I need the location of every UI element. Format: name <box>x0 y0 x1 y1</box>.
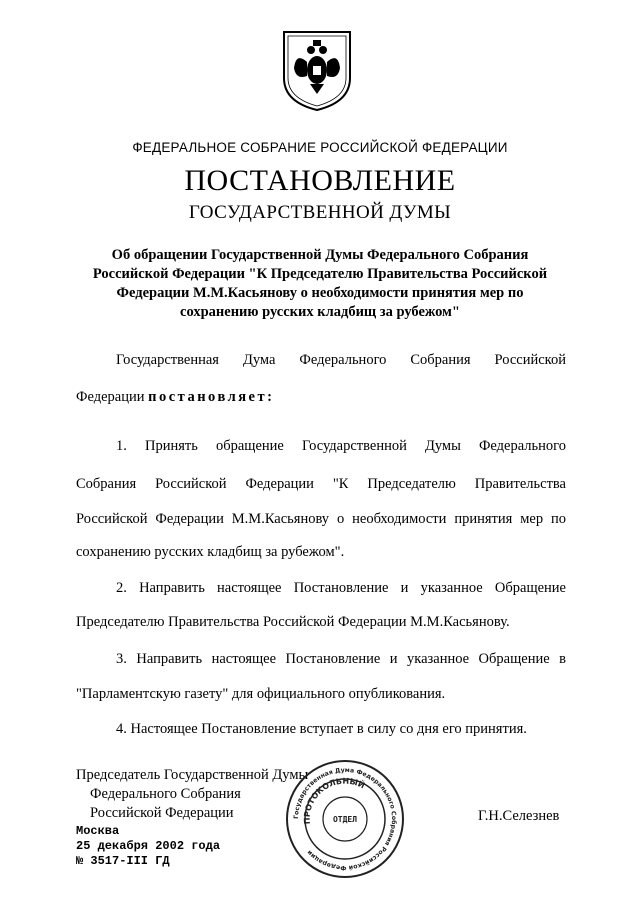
signatory-title: Председатель Государственной Думы <box>76 767 309 783</box>
item-1-line: 1. Принять обращение Государственной Думы Федерального <box>116 438 566 454</box>
document-title: ПОСТАНОВЛЕНИЕ <box>184 164 456 197</box>
item-3-line: 3. Направить настоящее Постановление и указанное Обращение в <box>116 651 566 667</box>
item-1-line: сохранению русских кладбищ за рубежом". <box>76 544 345 560</box>
subject-line: Об обращении Государственной Думы Федерального Собрания <box>111 247 529 263</box>
item-3-line: "Парламентскую газету" для официального опубликования. <box>76 686 446 702</box>
signer-name: Г.Н.Селезнев <box>478 808 560 824</box>
subject-line: Российской Федерации "К Председателю Правительства Российской <box>92 266 548 282</box>
resolution-subject <box>70 246 570 322</box>
signatory-title: Российской Федерации <box>90 805 234 821</box>
item-4-line: 4. Настоящее Постановление вступает в силу со дня его принятия. <box>116 721 527 737</box>
signatory-title: Федерального Собрания <box>90 786 241 802</box>
signature-block <box>76 766 308 823</box>
parliament-name: ФЕДЕРАЛЬНОЕ СОБРАНИЕ РОССИЙСКОЙ ФЕДЕРАЦИИ <box>132 140 508 155</box>
decree-verb: постановляет: <box>148 389 275 405</box>
preamble-line: Государственная Дума Федерального Собрания Российской <box>116 352 566 368</box>
round-seal-stamp-icon <box>284 758 406 880</box>
stamp-center-text: ОТДЕЛ <box>332 815 358 824</box>
subject-line: сохранению русских кладбищ за рубежом" <box>180 304 460 320</box>
preamble-line-2 <box>76 388 566 407</box>
item-2-line: 2. Направить настоящее Постановление и указанное Обращение <box>116 580 566 596</box>
stamp-inner-text: ПРОТОКОЛЬНЫЙ <box>302 776 367 825</box>
stamp-outer-text: Государственная Дума Федерального Собрания Российской Федерации <box>292 766 398 872</box>
document-subtitle: ГОСУДАРСТВЕННОЙ ДУМЫ <box>188 202 452 223</box>
subject-line: Федерации М.М.Касьянову о необходимости принятия мер по <box>116 285 524 301</box>
city: Москва <box>76 824 120 838</box>
item-2-line: Председателю Правительства Российской Федерации М.М.Касьянову. <box>76 614 510 630</box>
item-1-line: Собрания Российской Федерации "К Председателю Правительства <box>76 476 566 492</box>
preamble-prefix: Федерации <box>76 389 149 405</box>
document-number: № 3517-III ГД <box>76 854 170 868</box>
place-and-date <box>76 824 220 869</box>
date: 25 декабря 2002 года <box>76 839 221 853</box>
item-1-line: Российской Федерации М.М.Касьянову о необходимости принятия мер по <box>76 511 566 527</box>
coat-of-arms-icon <box>280 28 354 112</box>
